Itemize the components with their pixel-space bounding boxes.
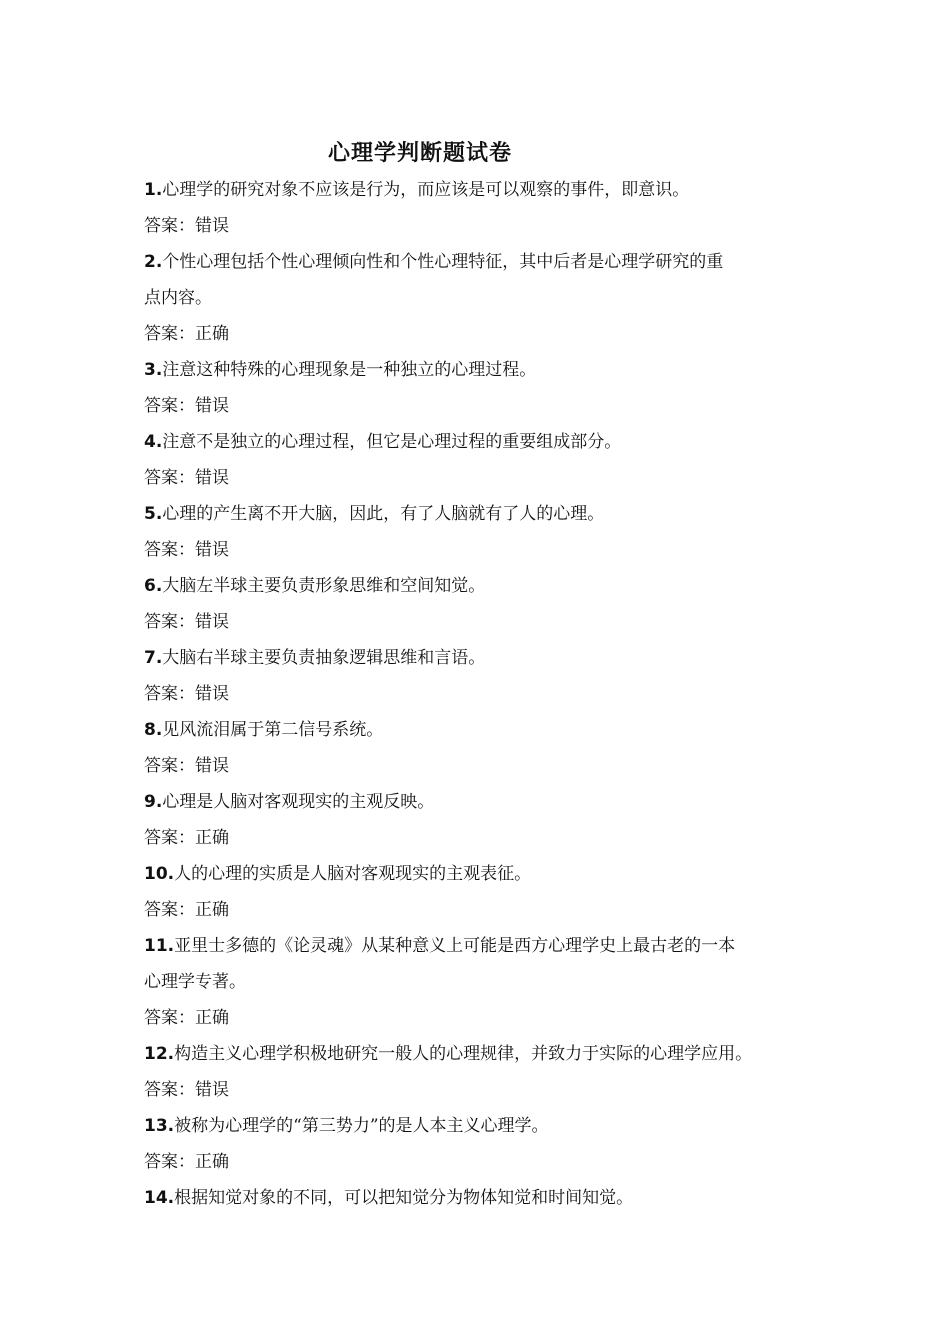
question-text-line bbox=[144, 1108, 824, 1144]
question-text: 人的心理的实质是人脑对客观现实的主观表征。 bbox=[174, 864, 532, 884]
question-text: 大脑左半球主要负责形象思维和空间知觉。 bbox=[162, 576, 486, 596]
question-text: 注意这种特殊的心理现象是一种独立的心理过程。 bbox=[162, 360, 537, 380]
question-text-line bbox=[144, 1036, 824, 1072]
question-number: 6. bbox=[144, 576, 163, 596]
answer-line bbox=[144, 820, 824, 856]
question-number: 5. bbox=[144, 504, 163, 524]
answer-label: 答案： bbox=[144, 612, 195, 632]
question-text-line bbox=[144, 172, 824, 208]
question-text-line bbox=[144, 1180, 824, 1216]
question-text-line bbox=[144, 352, 824, 388]
answer-line bbox=[144, 1000, 824, 1036]
answer-label: 答案： bbox=[144, 684, 195, 704]
answer-value: 正确 bbox=[195, 1008, 229, 1028]
answer-value: 错误 bbox=[195, 216, 229, 236]
question-text: 心理学专著。 bbox=[144, 972, 246, 992]
answer-value: 错误 bbox=[195, 612, 229, 632]
question-text-line bbox=[144, 244, 824, 280]
answer-line bbox=[144, 208, 824, 244]
question-number: 2. bbox=[144, 252, 163, 272]
question-text: 见风流泪属于第二信号系统。 bbox=[162, 720, 384, 740]
question-text-line bbox=[144, 280, 824, 316]
answer-line bbox=[144, 316, 824, 352]
answer-label: 答案： bbox=[144, 324, 195, 344]
answer-label: 答案： bbox=[144, 828, 195, 848]
question-text-line bbox=[144, 496, 824, 532]
question-text: 被称为心理学的“第三势力”的是人本主义心理学。 bbox=[174, 1116, 549, 1136]
question-text: 心理是人脑对客观现实的主观反映。 bbox=[162, 792, 435, 812]
answer-value: 正确 bbox=[195, 324, 229, 344]
answer-label: 答案： bbox=[144, 396, 195, 416]
question-number: 13. bbox=[144, 1116, 175, 1136]
answer-line bbox=[144, 532, 824, 568]
answer-label: 答案： bbox=[144, 540, 195, 560]
document-title: 心理学判断题试卷 bbox=[327, 141, 512, 166]
question-text-line bbox=[144, 856, 824, 892]
answer-value: 错误 bbox=[195, 756, 229, 776]
answer-value: 正确 bbox=[195, 828, 229, 848]
answer-label: 答案： bbox=[144, 1152, 195, 1172]
question-text-line bbox=[144, 640, 824, 676]
answer-line bbox=[144, 604, 824, 640]
question-number: 8. bbox=[144, 720, 163, 740]
question-text-line bbox=[144, 568, 824, 604]
question-text: 大脑右半球主要负责抽象逻辑思维和言语。 bbox=[162, 648, 486, 668]
question-text-line bbox=[144, 928, 824, 964]
question-number: 1. bbox=[144, 180, 163, 200]
question-text: 心理的产生离不开大脑，因此，有了人脑就有了人的心理。 bbox=[162, 504, 605, 524]
question-number: 4. bbox=[144, 432, 163, 452]
question-text-line bbox=[144, 712, 824, 748]
question-text: 注意不是独立的心理过程，但它是心理过程的重要组成部分。 bbox=[162, 432, 622, 452]
question-text: 心理学的研究对象不应该是行为，而应该是可以观察的事件，即意识。 bbox=[162, 180, 690, 200]
question-text: 根据知觉对象的不同，可以把知觉分为物体知觉和时间知觉。 bbox=[174, 1188, 634, 1208]
question-text-line bbox=[144, 424, 824, 460]
answer-value: 正确 bbox=[195, 1152, 229, 1172]
answer-value: 错误 bbox=[195, 540, 229, 560]
answer-line bbox=[144, 1072, 824, 1108]
answer-line bbox=[144, 460, 824, 496]
answer-label: 答案： bbox=[144, 468, 195, 488]
answer-line bbox=[144, 676, 824, 712]
answer-value: 错误 bbox=[195, 468, 229, 488]
question-list bbox=[144, 172, 824, 1216]
question-number: 9. bbox=[144, 792, 163, 812]
answer-label: 答案： bbox=[144, 756, 195, 776]
question-text: 亚里士多德的《论灵魂》从某种意义上可能是西方心理学史上最古老的一本 bbox=[174, 936, 736, 956]
answer-label: 答案： bbox=[144, 900, 195, 920]
answer-value: 错误 bbox=[195, 1080, 229, 1100]
question-number: 14. bbox=[144, 1188, 175, 1208]
answer-label: 答案： bbox=[144, 1080, 195, 1100]
question-number: 12. bbox=[144, 1044, 175, 1064]
answer-value: 错误 bbox=[195, 396, 229, 416]
question-number: 7. bbox=[144, 648, 163, 668]
answer-line bbox=[144, 892, 824, 928]
answer-line bbox=[144, 1144, 824, 1180]
answer-line bbox=[144, 748, 824, 784]
question-number: 11. bbox=[144, 936, 175, 956]
question-text-line bbox=[144, 964, 824, 1000]
answer-value: 正确 bbox=[195, 900, 229, 920]
answer-label: 答案： bbox=[144, 216, 195, 236]
question-text: 构造主义心理学积极地研究一般人的心理规律，并致力于实际的心理学应用。 bbox=[174, 1044, 753, 1064]
question-text: 点内容。 bbox=[144, 288, 212, 308]
question-text-line bbox=[144, 784, 824, 820]
answer-value: 错误 bbox=[195, 684, 229, 704]
answer-label: 答案： bbox=[144, 1008, 195, 1028]
question-number: 3. bbox=[144, 360, 163, 380]
question-number: 10. bbox=[144, 864, 175, 884]
answer-line bbox=[144, 388, 824, 424]
question-text: 个性心理包括个性心理倾向性和个性心理特征，其中后者是心理学研究的重 bbox=[162, 252, 724, 272]
